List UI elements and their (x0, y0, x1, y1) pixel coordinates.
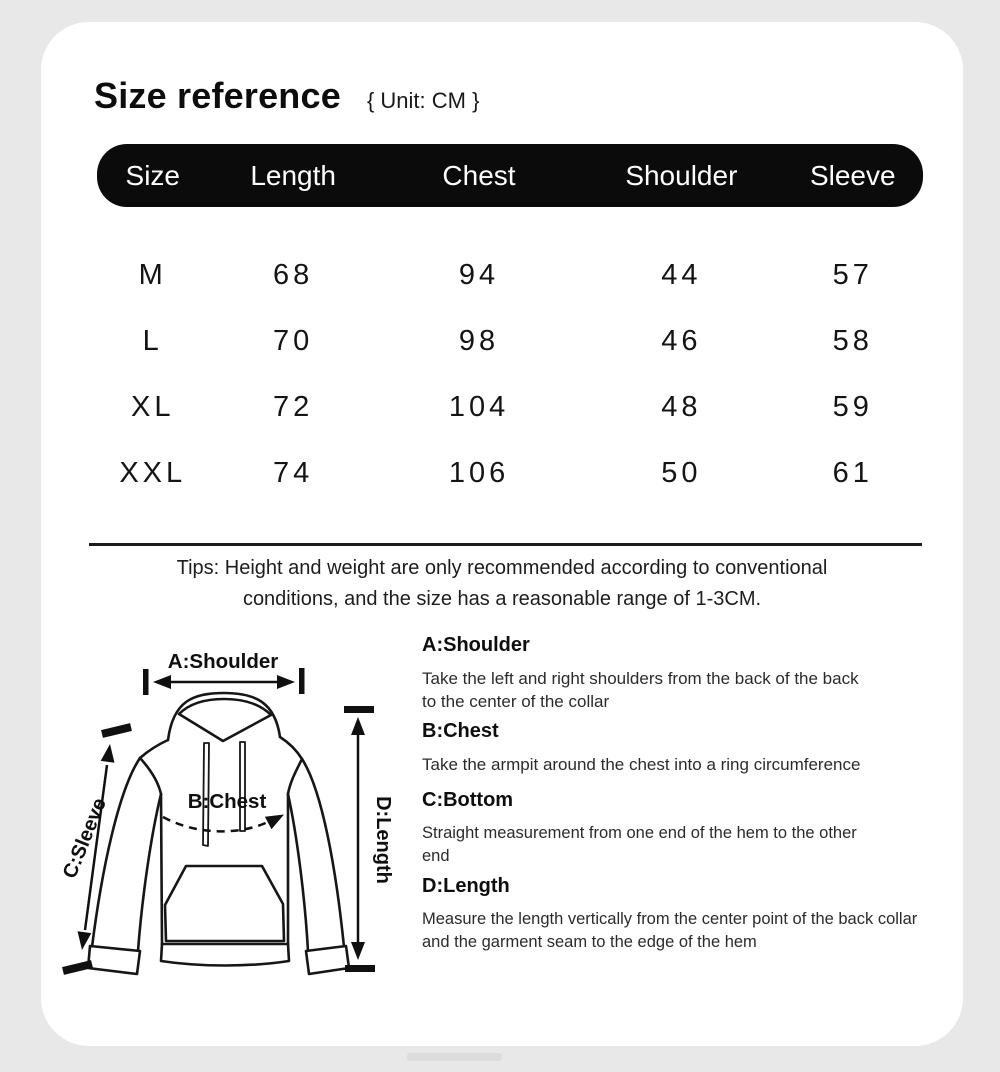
cell-chest: 104 (448, 390, 510, 423)
row-size-label: M (138, 258, 167, 291)
page-title: Size reference (94, 75, 341, 116)
size-reference-card (41, 22, 963, 1046)
row-size-label: XL (131, 390, 175, 423)
guide-term: C:Bottom (422, 789, 514, 811)
guide-desc: Take the left and right shoulders from the back of the back to the center of the collar (422, 669, 859, 711)
table-row-m (97, 242, 923, 308)
guide-term: B:Chest (422, 720, 499, 742)
table-row-xl (97, 374, 923, 440)
size-table-body (97, 242, 923, 506)
cell-sleeve: 58 (832, 324, 873, 357)
cell-sleeve: 59 (832, 390, 873, 423)
cell-length: 70 (273, 324, 314, 357)
size-table-header (97, 144, 923, 207)
hoodie-outline (88, 693, 349, 974)
guide-desc: Straight measurement from one end of the hem to the other end (422, 824, 857, 865)
chest-arrow-label: B:Chest (187, 790, 267, 813)
cell-chest: 106 (448, 456, 510, 489)
header-cell-sleeve: Sleeve (809, 159, 896, 191)
shoulder-arrow-label: A:Shoulder (167, 650, 279, 673)
sleeve-arrow-label: C:Sleeve (58, 795, 111, 882)
table-row-xxl (97, 440, 923, 506)
row-size-label: XXL (119, 456, 187, 489)
header-cell-shoulder: Shoulder (625, 159, 738, 191)
hoodie-measure-diagram (41, 628, 453, 1020)
cell-chest: 94 (458, 258, 500, 291)
unit-note: { Unit: CM } (366, 88, 480, 113)
header-cell-size: Size (125, 159, 180, 191)
row-size-label: L (142, 324, 163, 357)
header-cell-chest: Chest (442, 159, 516, 191)
cell-length: 72 (273, 390, 314, 423)
measurement-guide (422, 634, 978, 961)
cell-shoulder: 50 (661, 456, 702, 489)
guide-term: D:Length (422, 875, 510, 897)
chest-arrow (163, 790, 284, 831)
guide-term: A:Shoulder (422, 634, 530, 656)
guide-desc: Measure the length vertically from the center point of the back collar and the garment seam to the edge of the hem (422, 910, 918, 951)
cell-length: 68 (273, 258, 314, 291)
cell-length: 74 (273, 456, 314, 489)
tips-divider (89, 543, 922, 546)
guide-entry-shoulder (422, 634, 978, 713)
table-row-l (97, 308, 923, 374)
cell-shoulder: 46 (661, 324, 702, 357)
cell-sleeve: 61 (832, 456, 873, 489)
shoulder-arrow (143, 650, 305, 695)
cell-chest: 98 (458, 324, 500, 357)
length-arrow-label: D:Length (372, 796, 394, 884)
guide-desc: Take the armpit around the chest into a ring circumference (422, 755, 861, 774)
cell-sleeve: 57 (832, 258, 873, 291)
cell-shoulder: 44 (661, 258, 702, 291)
guide-entry-length (422, 875, 978, 954)
guide-entry-chest (422, 720, 978, 776)
tips-text: Tips: Height and weight are only recommended according to conventional conditions, and the size has a reasonable range of 1-3CM. (176, 557, 828, 610)
guide-entry-bottom (422, 789, 978, 868)
header-cell-length: Length (250, 159, 336, 191)
cropped-text-remnant (407, 1053, 502, 1061)
length-arrow (344, 706, 394, 972)
cell-shoulder: 48 (661, 390, 702, 423)
title-row (94, 75, 479, 117)
